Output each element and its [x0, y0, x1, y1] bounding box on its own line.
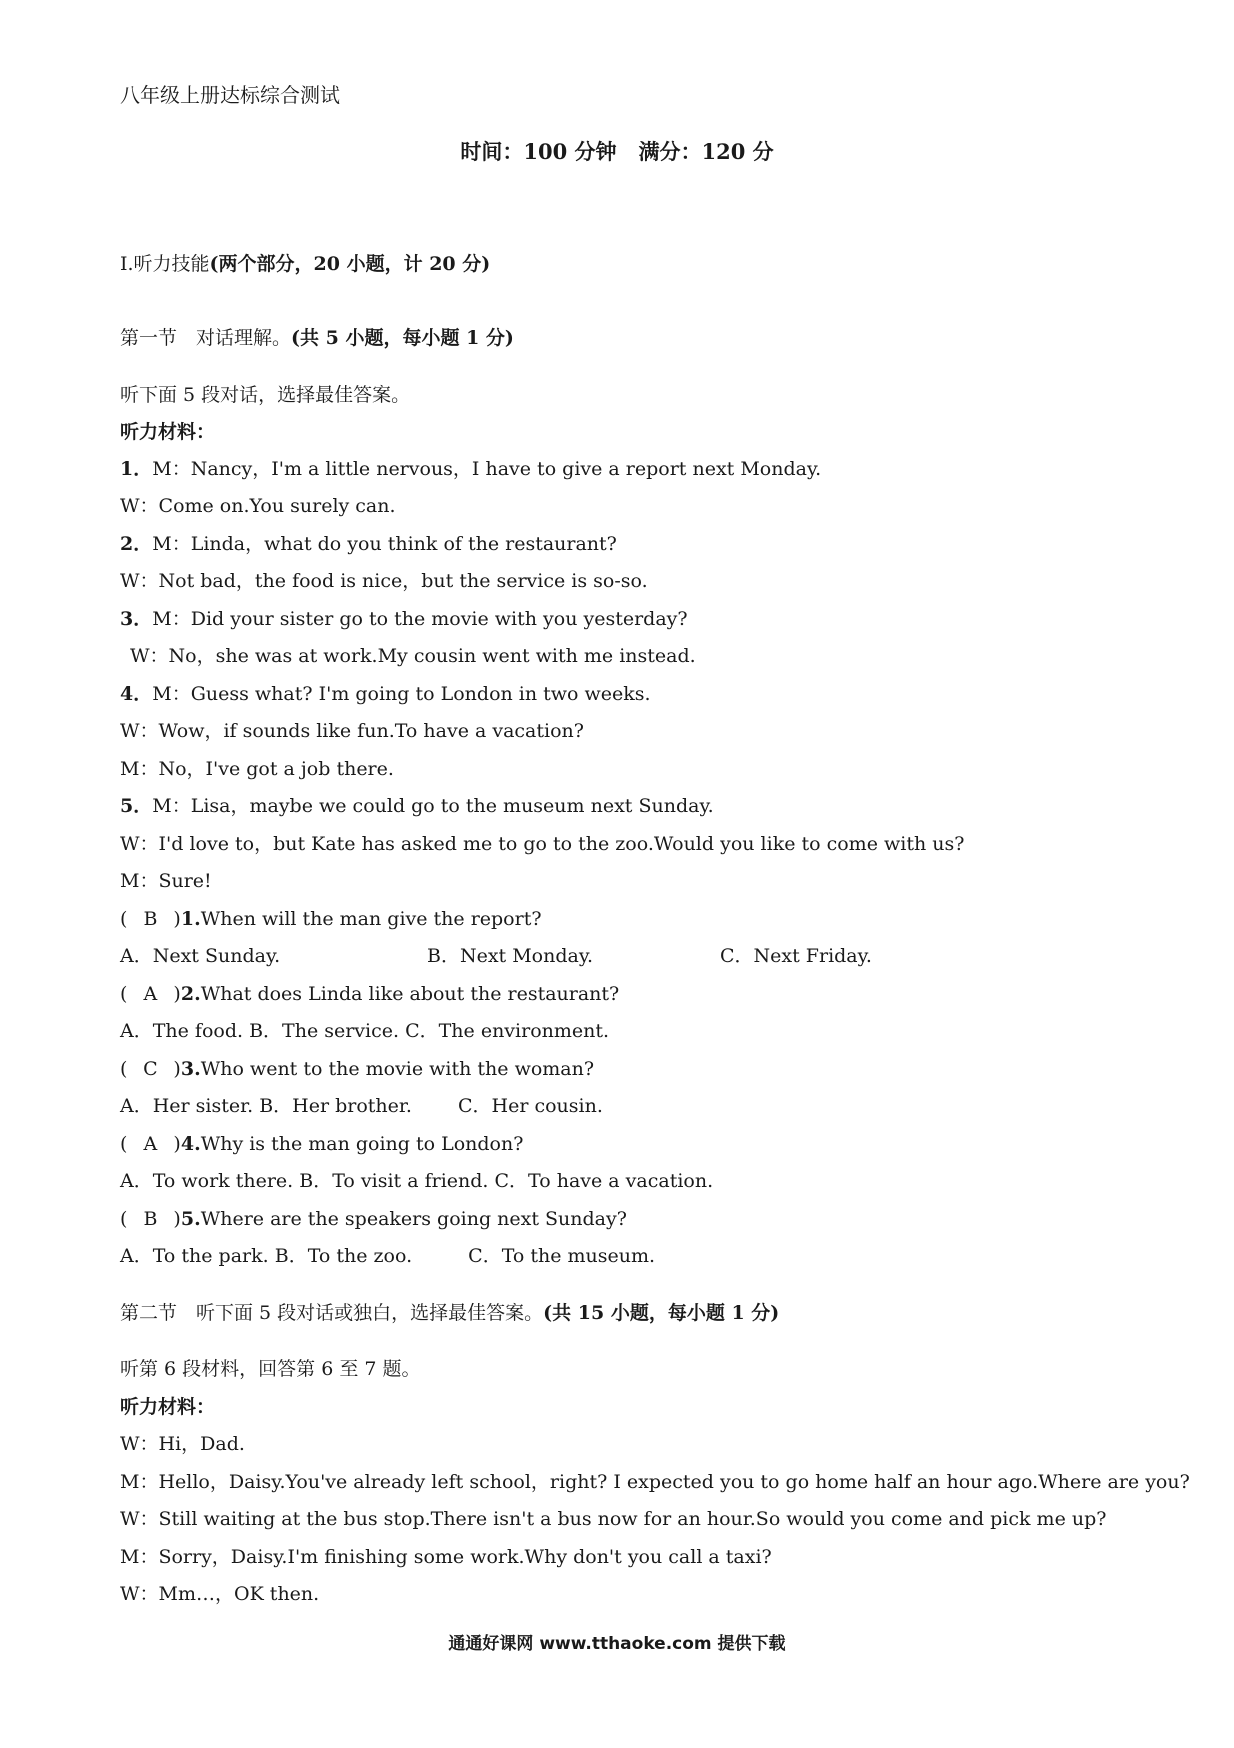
dialogue-line: M：Sure! [120, 870, 212, 892]
part1-heading: Ⅰ.听力技能(两个部分，20 小题，计 20 分) [120, 253, 491, 275]
section1-instruction: 听下面 5 段对话，选择最佳答案。 [120, 384, 411, 406]
option-a: A．To work there. [120, 1170, 294, 1192]
footer-download-note: 通通好课网 www.tthaoke.com 提供下载 [448, 1634, 786, 1654]
exam-time: 时间：100 分钟 [460, 139, 617, 164]
question-3-options [120, 1094, 603, 1118]
section2-material-label: 听力材料： [120, 1396, 216, 1418]
answer-letter: B [143, 1208, 158, 1230]
option-a: A．Her sister. [120, 1095, 254, 1117]
dialogue-line: M：Sorry，Daisy.I'm finishing some work.Why don't you call a taxi? [120, 1546, 772, 1568]
exam-time-score [0, 138, 1234, 166]
question-5-options [120, 1244, 655, 1268]
answer-letter: A [143, 983, 158, 1005]
dialogue-line: W：Still waiting at the bus stop.There isn't a bus now for an hour.So would you come and pick me up? [120, 1508, 1107, 1530]
answer-letter: A [143, 1133, 158, 1155]
option-c: C．The environment. [405, 1020, 610, 1042]
dialogue-line: W：Mm…，OK then. [120, 1583, 320, 1605]
question-2: ( A )2.What does Linda like about the restaurant? [120, 983, 620, 1005]
option-b: B．The service. [249, 1020, 400, 1042]
dialogue-line: W：No，she was at work.My cousin went with me instead. [130, 645, 696, 667]
dialogue-line: 5．M：Lisa，maybe we could go to the museum next Sunday. [120, 795, 714, 817]
dialogue-line: W：Wow，if sounds like fun.To have a vacation? [120, 720, 584, 742]
dialogue-line: 4．M：Guess what? I'm going to London in two weeks. [120, 683, 651, 705]
dialogue-line: 3．M：Did your sister go to the movie with you yesterday? [120, 608, 688, 630]
section1-material-label: 听力材料： [120, 421, 216, 443]
option-a: A．To the park. [120, 1245, 269, 1267]
question-1-options [120, 944, 872, 968]
dialogue-line: M：No，I've got a job there. [120, 758, 394, 780]
question-4: ( A )4.Why is the man going to London? [120, 1133, 524, 1155]
option-b: B．To visit a friend. [299, 1170, 489, 1192]
dialogue-line: M：Hello，Daisy.You've already left school，right? I expected you to go home half an hour ago.Where are you? [120, 1471, 1190, 1493]
question-4-options [120, 1169, 713, 1193]
option-b: B．Next Monday. [427, 945, 594, 967]
option-b: B．To the zoo. [274, 1245, 413, 1267]
question-1: ( B )1.When will the man give the report? [120, 908, 542, 930]
question-2-options [120, 1019, 609, 1043]
option-c: C．To have a vacation. [494, 1170, 714, 1192]
dialogue-line: W：Hi，Dad. [120, 1433, 245, 1455]
question-3: ( C )3.Who went to the movie with the woman? [120, 1058, 595, 1080]
document-title: 八年级上册达标综合测试 [120, 83, 340, 107]
option-c: C．To the museum. [468, 1245, 656, 1267]
question-5: ( B )5.Where are the speakers going next Sunday? [120, 1208, 627, 1230]
dialogue-line: 2．M：Linda，what do you think of the restaurant? [120, 533, 617, 555]
section1-heading: 第一节 对话理解。(共 5 小题，每小题 1 分) [120, 327, 514, 349]
dialogue-line: W：Not bad，the food is nice，but the service is so-so. [120, 570, 648, 592]
dialogue-line: W：Come on.You surely can. [120, 495, 396, 517]
dialogue-line: W：I'd love to，but Kate has asked me to go to the zoo.Would you like to come with us? [120, 833, 965, 855]
dialogue-line: 1．M：Nancy，I'm a little nervous，I have to give a report next Monday. [120, 458, 822, 480]
option-c: C．Her cousin. [457, 1095, 603, 1117]
option-c: C．Next Friday. [720, 945, 872, 967]
answer-letter: C [143, 1058, 158, 1080]
section2-heading: 第二节 听下面 5 段对话或独白，选择最佳答案。(共 15 小题，每小题 1 分) [120, 1302, 780, 1324]
section2-instruction: 听第 6 段材料，回答第 6 至 7 题。 [120, 1358, 421, 1380]
option-b: B．Her brother. [259, 1095, 412, 1117]
exam-full-score: 满分：120 分 [638, 139, 774, 164]
option-a: A．The food. [120, 1020, 244, 1042]
answer-letter: B [143, 908, 158, 930]
option-a: A．Next Sunday. [120, 945, 281, 967]
